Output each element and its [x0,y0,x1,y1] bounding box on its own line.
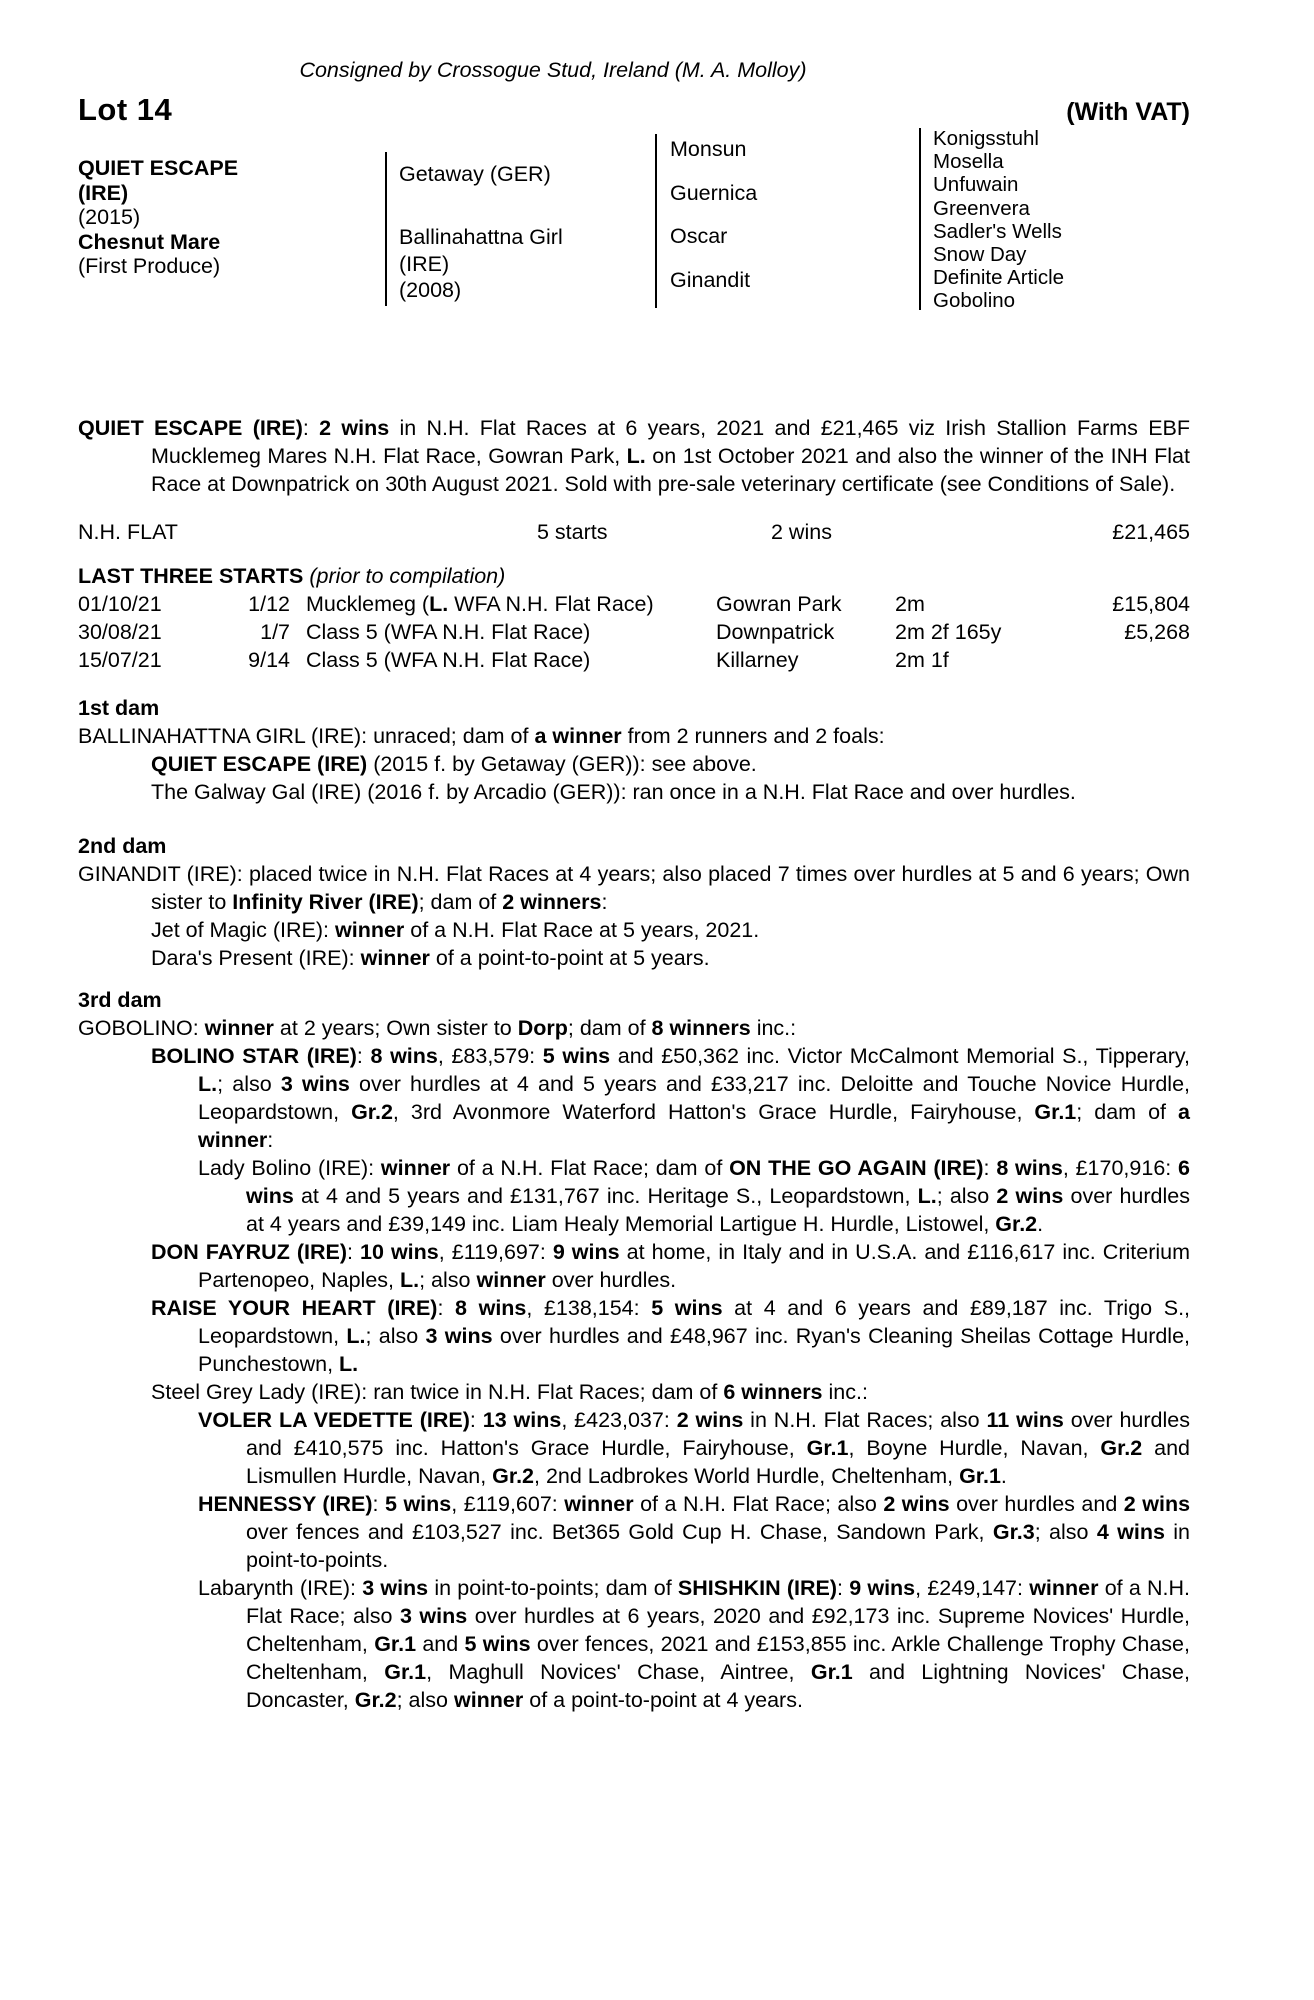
pedigree-paragraph: GOBOLINO: winner at 2 years; Own sister to Dorp; dam of 8 winners inc.: [78,1016,797,1040]
pedigree-divider-1 [385,152,387,306]
start-position: 9/14 [248,648,290,672]
start-course: Downpatrick [716,620,835,644]
section-heading: 2nd dam [78,834,167,858]
pedigree-paragraph: VOLER LA VEDETTE (IRE): 13 wins, £423,037: 2 wins in N.H. Flat Races; also 11 wins over hurdles and £410,575 inc. Hatton's Grace Hurdle, Fairyhouse, Gr.1, Boyne Hurdle, Navan, Gr.2 and Lismullen Hurdle, Navan, Gr.2, 2nd Ladbrokes World Hurdle, Cheltenham, Gr.1. [198,1408,1190,1488]
dam-name-line: (2008) [399,278,462,302]
start-race: Mucklemeg (L. WFA N.H. Flat Race) [306,592,654,616]
subject-year: (2015) [78,205,141,229]
gen3-ancestor: Unfuwain [933,173,1019,197]
pedigree-paragraph: BOLINO STAR (IRE): 8 wins, £83,579: 5 wins and £50,362 inc. Victor McCalmont Memorial S., Tipperary, L.; also 3 wins over hurdles at 4 and 5 years and £33,217 inc. Deloitte and Touche Novice Hurdle, Leopardstown, Gr.2, 3rd Avonmore Waterford Hatton's Grace Hurdle, Fairyhouse, Gr.1; dam of a winner: [151,1044,1191,1152]
gen2-dam-sire: Oscar [670,224,728,248]
last-three-starts [78,562,1190,674]
gen3-ancestor: Mosella [933,150,1004,174]
pedigree-paragraph: Labarynth (IRE): 3 wins in point-to-points; dam of SHISHKIN (IRE): 9 wins, £249,147: winner of a N.H. Flat Race; also 3 wins over hurdles at 6 years, 2020 and £92,173 inc. Supreme Novices' Hurdle, Cheltenham, Gr.1 and 5 wins over fences, 2021 and £153,855 inc. Arkle Challenge Trophy Chase, Cheltenham, Gr.1, Maghull Novices' Chase, Aintree, Gr.1 and Lightning Novices' Chase, Doncaster, Gr.2; also winner of a point-to-point at 4 years. [198,1576,1190,1712]
start-date: 30/08/21 [78,620,162,644]
start-position: 1/7 [260,620,290,644]
gen3-ancestor: Konigsstuhl [933,127,1039,150]
dam-name-line: Ballinahattna Girl [399,225,563,249]
race-record-description: QUIET ESCAPE (IRE): 2 wins in N.H. Flat Races at 6 years, 2021 and £21,465 viz Irish Stallion Farms EBF Mucklemeg Mares N.H. Flat Race, Gowran Park, L. on 1st October 2021 and also the winner of the INH Flat Race at Downpatrick on 30th August 2021. Sold with pre-sale veterinary certificate (see Conditions of Sale). [78,416,1191,496]
subject-sex: Chesnut Mare [78,229,221,254]
gen3-ancestors [933,127,1064,313]
pedigree-subject [78,156,238,279]
pedigree-paragraph: QUIET ESCAPE (IRE) (2015 f. by Getaway (GER)): see above. [151,752,757,776]
section-heading: 3rd dam [78,988,162,1012]
subject-suffix: (IRE) [78,180,129,205]
pedigree-paragraph: HENNESSY (IRE): 5 wins, £119,607: winner of a N.H. Flat Race; also 2 wins over hurdles and 2 wins over fences and £103,527 inc. Bet365 Gold Cup H. Chase, Sandown Park, Gr.3; also 4 wins in point-to-points. [198,1492,1191,1572]
start-prize: £15,804 [1112,592,1190,616]
pedigree-paragraph: Dara's Present (IRE): winner of a point-to-point at 5 years. [151,946,710,970]
section-heading: 1st dam [78,696,160,720]
start-date: 01/10/21 [78,592,162,616]
start-row [78,646,1190,674]
start-row [78,590,1190,618]
pedigree-paragraph: RAISE YOUR HEART (IRE): 8 wins, £138,154: 5 wins at 4 and 6 years and £89,187 inc. Trigo S., Leopardstown, L.; also 3 wins over hurdles and £48,967 inc. Ryan's Cleaning Sheilas Cottage Hurdle, Punchestown, L. [151,1296,1191,1376]
summary-category: N.H. FLAT [78,520,178,544]
gen2-dam-dam: Ginandit [670,268,751,292]
start-course: Killarney [716,648,799,672]
dam-name-line: (IRE) [399,251,450,276]
last-three-starts-title: LAST THREE STARTS [78,564,304,588]
summary-earnings: £21,465 [1112,520,1190,544]
start-date: 15/07/21 [78,648,162,672]
dam-name [399,224,563,304]
start-prize [1030,646,1190,674]
gen3-ancestor: Snow Day [933,243,1027,267]
start-position: 1/12 [248,592,290,616]
race-summary-row [78,518,1190,546]
lot-header-row [78,92,1190,128]
start-distance: 2m 2f 165y [895,620,1002,644]
start-race: Class 5 (WFA N.H. Flat Race) [306,620,591,644]
summary-starts: 5 starts [537,520,608,544]
second-dam-section [78,832,1190,972]
gen3-ancestor: Sadler's Wells [933,219,1062,243]
gen3-ancestor: Gobolino [933,289,1016,313]
subject-name: QUIET ESCAPE [78,156,239,180]
gen2-sire-dam: Guernica [670,181,758,205]
subject-produce: (First Produce) [78,254,221,278]
vat-note: (With VAT) [1066,98,1190,126]
start-distance: 2m 1f [895,648,949,672]
last-three-starts-subtitle: (prior to compilation) [309,564,506,588]
start-race: Class 5 (WFA N.H. Flat Race) [306,648,591,672]
pedigree-paragraph: Jet of Magic (IRE): winner of a N.H. Flat Race at 5 years, 2021. [151,918,760,942]
start-distance: 2m [895,592,925,616]
third-dam-section [78,986,1190,1714]
start-row [78,618,1190,646]
pedigree-divider-2 [655,134,657,308]
summary-wins: 2 wins [771,520,832,544]
lot-number: Lot 14 [78,92,173,127]
sire-name: Getaway (GER) [399,162,551,186]
pedigree-paragraph: DON FAYRUZ (IRE): 10 wins, £119,697: 9 wins at home, in Italy and in U.S.A. and £116,617 inc. Criterium Partenopeo, Naples, L.; also winner over hurdles. [151,1240,1190,1292]
pedigree-paragraph: BALLINAHATTNA GIRL (IRE): unraced; dam of a winner from 2 runners and 2 foals: [78,724,885,748]
start-prize: £5,268 [1124,620,1190,644]
pedigree-paragraph: GINANDIT (IRE): placed twice in N.H. Flat Races at 4 years; also placed 7 times over hurdles at 5 and 6 years; Own sister to Infinity River (IRE); dam of 2 winners: [78,862,1190,914]
pedigree-divider-3 [919,128,921,310]
start-course: Gowran Park [716,592,842,616]
first-dam-section [78,694,1190,806]
pedigree-paragraph: Lady Bolino (IRE): winner of a N.H. Flat Race; dam of ON THE GO AGAIN (IRE): 8 wins, £170,916: 6 wins at 4 and 5 years and £131,767 inc. Heritage S., Leopardstown, L.; also 2 wins over hurdles at 4 years and £39,149 inc. Liam Healy Memorial Lartigue H. Hurdle, Listowel, Gr.2. [198,1156,1190,1236]
pedigree-table [78,128,1190,318]
gen2-sire-sire: Monsun [670,137,747,161]
gen3-ancestor: Greenvera [933,196,1030,220]
consignor-line: Consigned by Crossogue Stud, Ireland (M. A. Molloy) [299,58,807,82]
pedigree-paragraph: The Galway Gal (IRE) (2016 f. by Arcadio (GER)): ran once in a N.H. Flat Race and over hurdles. [151,780,1076,804]
last-three-starts-heading [78,562,1190,590]
gen3-ancestor: Definite Article [933,266,1065,290]
pedigree-paragraph: Steel Grey Lady (IRE): ran twice in N.H. Flat Races; dam of 6 winners inc.: [151,1380,868,1404]
